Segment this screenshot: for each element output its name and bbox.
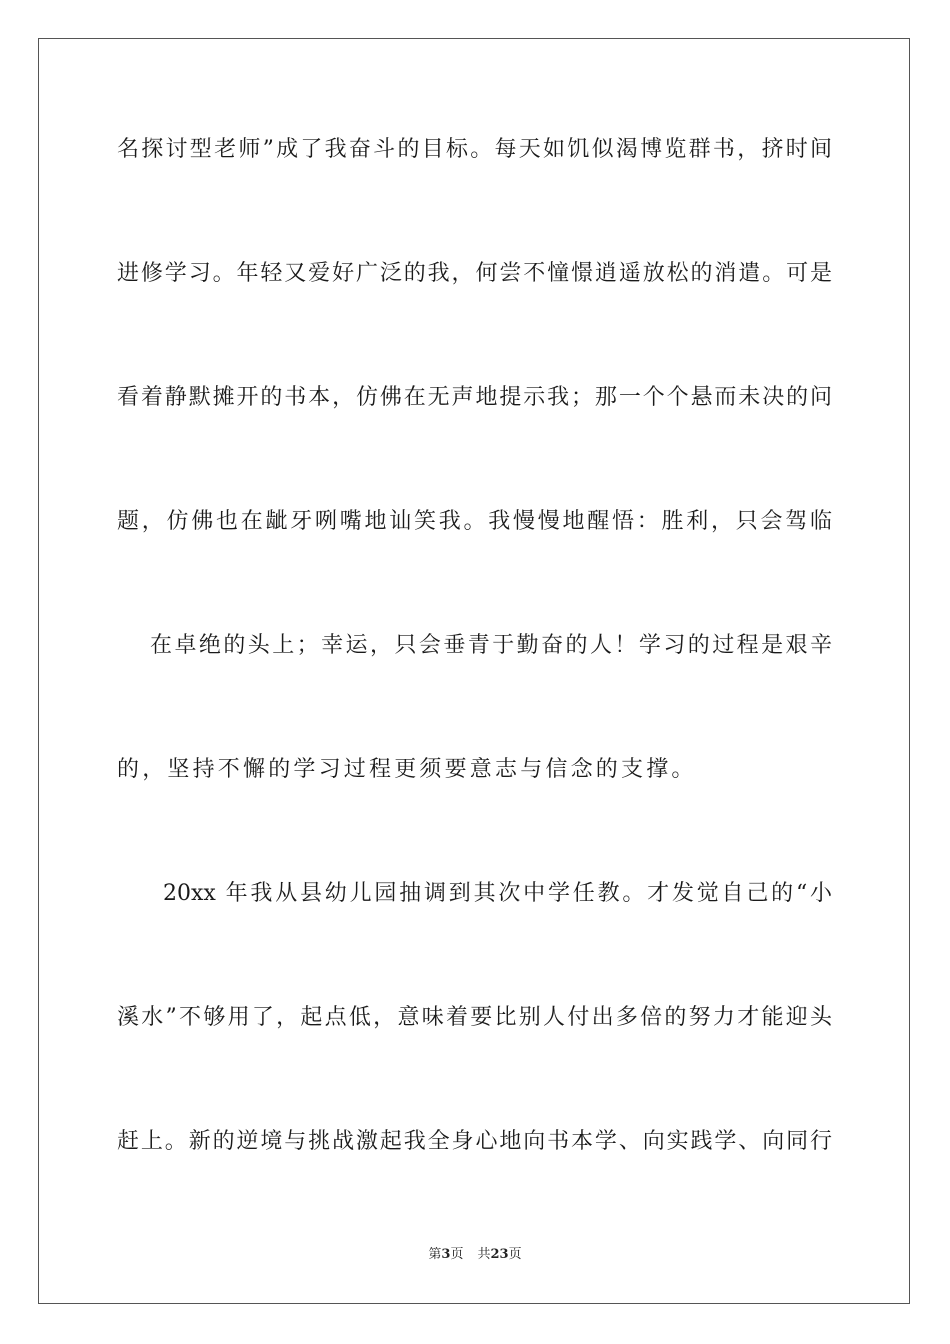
- body-text-line: 看着静默摊开的书本，仿佛在无声地提示我；那一个个悬而未决的问: [117, 385, 832, 410]
- body-text-line: 20xx 年我从县幼儿园抽调到其次中学任教。才发觉自己的“小: [163, 881, 832, 906]
- body-text-line: 名探讨型老师”成了我奋斗的目标。每天如饥似渴博览群书，挤时间: [117, 137, 832, 162]
- body-text-line: 在卓绝的头上；幸运，只会垂青于勤奋的人！学习的过程是艰辛: [150, 633, 832, 658]
- body-text-line: 赶上。新的逆境与挑战激起我全身心地向书本学、向实践学、向同行: [117, 1129, 832, 1154]
- page-suffix: 页: [450, 1247, 464, 1262]
- body-text-line: 进修学习。年轻又爱好广泛的我，何尝不憧憬逍遥放松的消遣。可是: [117, 261, 832, 286]
- total-suffix: 页: [508, 1247, 522, 1262]
- page-number: 3: [441, 1247, 451, 1262]
- body-text-line: 题，仿佛也在龇牙咧嘴地讪笑我。我慢慢地醒悟：胜利，只会驾临: [117, 509, 832, 534]
- page-prefix: 第: [428, 1247, 442, 1262]
- total-prefix: 共: [477, 1247, 491, 1262]
- total-pages: 23: [490, 1247, 509, 1262]
- page-border: [38, 38, 910, 1304]
- page-footer: [0, 1246, 950, 1264]
- body-text-line: 的，坚持不懈的学习过程更须要意志与信念的支撑。: [117, 757, 697, 782]
- body-text-line: 溪水”不够用了，起点低，意味着要比别人付出多倍的努力才能迎头: [117, 1005, 832, 1030]
